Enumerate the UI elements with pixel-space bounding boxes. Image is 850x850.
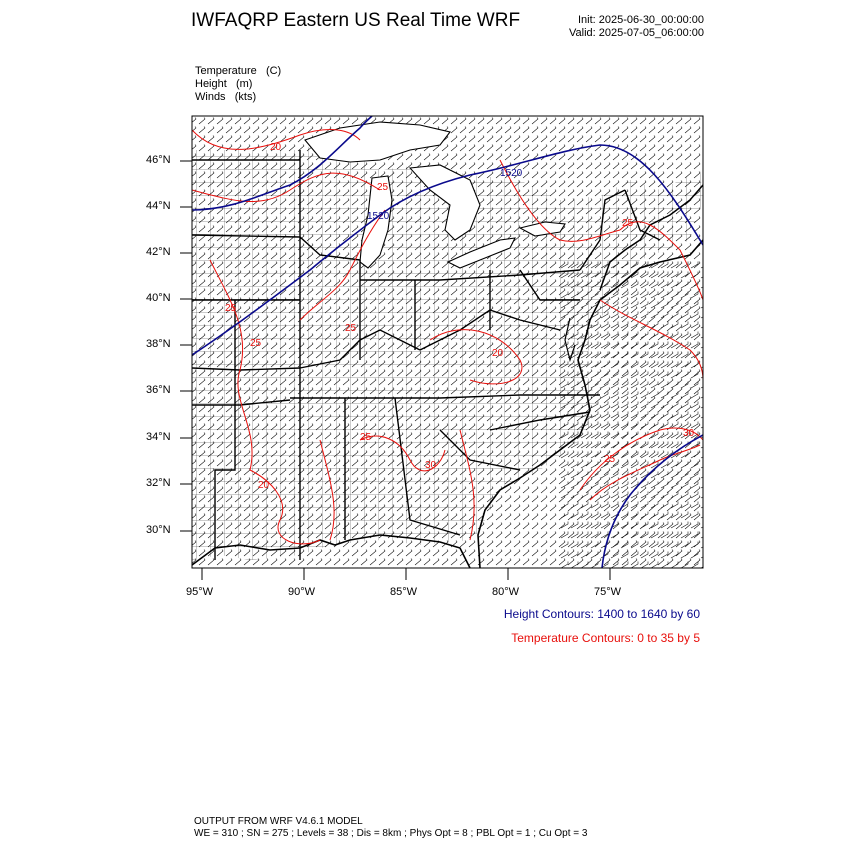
lat-label: 30°N bbox=[146, 524, 171, 536]
lat-label: 44°N bbox=[146, 200, 171, 212]
lon-label: 90°W bbox=[288, 586, 316, 598]
init-time: Init: 2025-06-30_00:00:00 bbox=[578, 14, 704, 26]
lat-ticks bbox=[180, 161, 192, 531]
lat-label: 32°N bbox=[146, 477, 171, 489]
temp-label: 25 bbox=[622, 218, 634, 229]
temperature-contour-legend: Temperature Contours: 0 to 35 by 5 bbox=[511, 631, 700, 645]
field-height: Height (m) bbox=[195, 78, 253, 90]
temp-label: 20 bbox=[270, 142, 282, 153]
lon-label: 95°W bbox=[186, 586, 214, 598]
valid-time: Valid: 2025-07-05_06:00:00 bbox=[569, 27, 704, 39]
temp-label: 25 bbox=[345, 323, 357, 334]
temp-label: 25 bbox=[377, 182, 389, 193]
lon-label: 85°W bbox=[390, 586, 418, 598]
lat-label: 38°N bbox=[146, 338, 171, 350]
lon-label: 80°W bbox=[492, 586, 520, 598]
lon-label: 75°W bbox=[594, 586, 622, 598]
temp-label: 25 bbox=[250, 338, 262, 349]
temp-label: 30 bbox=[425, 460, 437, 471]
lat-label: 42°N bbox=[146, 246, 171, 258]
field-winds: Winds (kts) bbox=[195, 91, 257, 103]
temp-label: 20 bbox=[258, 480, 270, 491]
model-version: OUTPUT FROM WRF V4.6.1 MODEL bbox=[194, 816, 363, 827]
map-content bbox=[192, 116, 703, 568]
model-config: WE = 310 ; SN = 275 ; Levels = 38 ; Dis = 8km ; Phys Opt = 8 ; PBL Opt = 1 ; Cu Opt = 3 bbox=[194, 828, 588, 839]
temp-label: 20 bbox=[492, 348, 504, 359]
temp-label: 25 bbox=[604, 454, 616, 465]
lat-label: 40°N bbox=[146, 292, 171, 304]
lat-label: 46°N bbox=[146, 154, 171, 166]
lon-ticks bbox=[202, 568, 610, 580]
temp-label: 30 bbox=[683, 428, 695, 439]
height-label: 1520 bbox=[367, 211, 390, 222]
temp-label: 25 bbox=[360, 432, 372, 443]
temp-label: 25 bbox=[225, 303, 237, 314]
plot-title: IWFAQRP Eastern US Real Time WRF bbox=[191, 10, 521, 31]
height-contour-legend: Height Contours: 1400 to 1640 by 60 bbox=[503, 607, 700, 621]
height-label: 1520 bbox=[500, 168, 523, 179]
lat-label: 36°N bbox=[146, 384, 171, 396]
lat-label: 34°N bbox=[146, 431, 171, 443]
model-info bbox=[194, 816, 587, 840]
field-temperature: Temperature (C) bbox=[195, 65, 282, 77]
